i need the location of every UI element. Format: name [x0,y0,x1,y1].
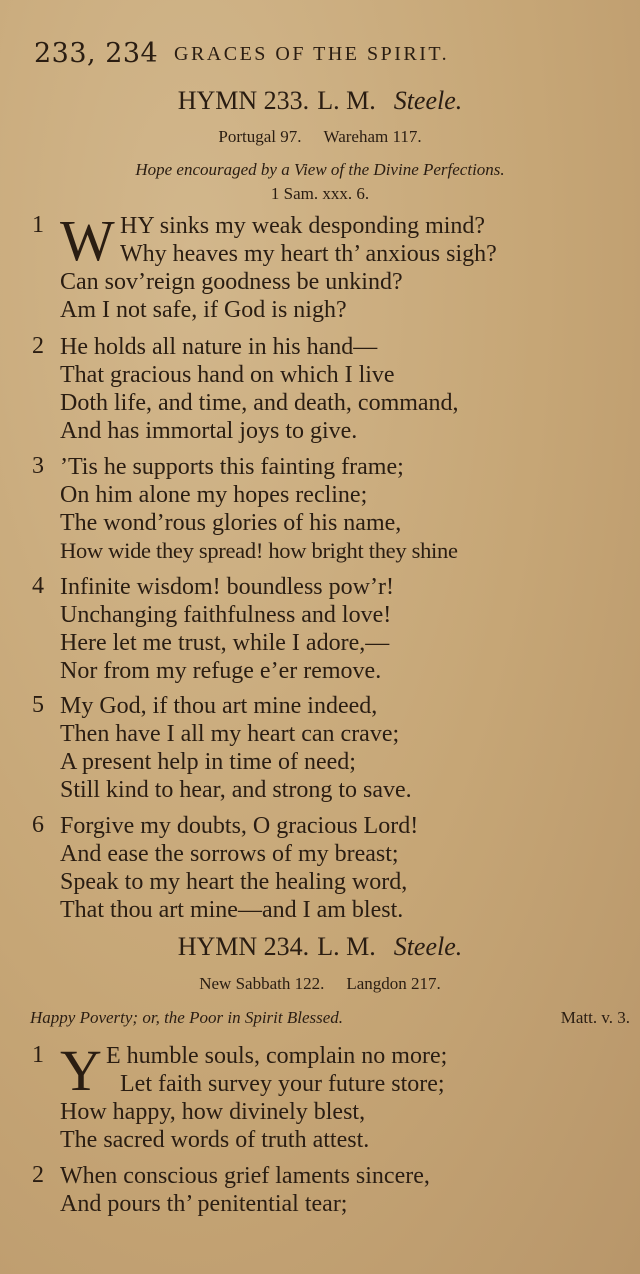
verse-line: My God, if thou art mine indeed, [60,693,378,719]
verse-line: On him alone my hopes recline; [60,482,368,508]
verse-line: And ease the sorrows of my breast; [60,841,399,867]
verse-line: Here let me trust, while I adore,— [60,630,390,656]
verse-line: Doth life, and time, and death, command, [60,390,459,416]
tune-name: New Sabbath 122. [199,974,325,993]
stanza-number: 1 [32,1042,44,1068]
verse-line: Why heaves my heart th’ anxious sigh? [120,241,497,267]
hymn-author: Steele. [393,932,463,961]
stanza-number: 2 [32,1162,44,1188]
stanza-number: 5 [32,692,44,718]
hymn-number: HYMN 233. [177,86,310,115]
verse-line: HY sinks my weak desponding mind? [120,213,486,239]
verse-line: A present help in time of need; [60,749,356,775]
hymn-233-scripture: 1 Sam. xxx. 6. [270,184,370,203]
verse-line: E humble souls, complain no more; [106,1043,448,1069]
verse-line: Infinite wisdom! boundless pow’r! [60,574,394,600]
hymn-233-tunes [0,127,640,147]
hymn-233-title [0,86,640,116]
verse-line: Unchanging faithfulness and love! [60,602,392,628]
verse-line: Let faith survey your future store; [120,1071,445,1097]
tune-name: Wareham 117. [323,127,422,146]
stanza-number: 1 [32,212,44,238]
tune-name: Langdon 217. [346,974,441,993]
hymn-233-subtitle: Hope encouraged by a View of the Divine Perfections. [135,160,505,179]
page-numbers: 233, 234 [34,38,159,69]
verse-line: When conscious grief laments sincere, [60,1163,430,1189]
verse-line: Can sov’reign goodness be unkind? [60,269,403,295]
hymn-author: Steele. [393,86,463,115]
drop-cap: Y [60,1038,102,1103]
hymn-number: HYMN 234. [177,932,310,961]
hymn-234-subtitle-row [30,1008,630,1028]
stanza-number: 2 [32,333,44,359]
verse-line: That gracious hand on which I live [60,362,395,388]
verse-line: Speak to my heart the healing word, [60,869,408,895]
verse-line: He holds all nature in his hand— [60,334,378,360]
verse-line: Forgive my doubts, O gracious Lord! [60,813,419,839]
verse-line: Still kind to hear, and strong to save. [60,777,412,803]
verse-line: How happy, how divinely blest, [60,1099,366,1125]
hymn-234-tunes [0,974,640,994]
drop-cap: W [60,208,115,273]
hymn-meter: L. M. [317,932,376,961]
hymn-234-title [0,932,640,962]
verse-line: That thou art mine—and I am blest. [60,897,404,923]
section-title: GRACES OF THE SPIRIT. [174,43,450,65]
hymn-234-scripture: Matt. v. 3. [560,1008,630,1027]
stanza-number: 4 [32,573,44,599]
tune-name: Portugal 97. [218,127,302,146]
verse-line: Am I not safe, if God is nigh? [60,297,347,323]
stanza-number: 3 [32,453,44,479]
verse-line: The sacred words of truth attest. [60,1127,370,1153]
verse-line: How wide they spread! how bright they shine [60,538,458,563]
running-header [34,38,624,78]
verse-line: ’Tis he supports this fainting frame; [60,454,404,480]
verse-line: And has immortal joys to give. [60,418,358,444]
stanza-number: 6 [32,812,44,838]
verse-line: Nor from my refuge e’er remove. [60,658,382,684]
hymn-234-subtitle: Happy Poverty; or, the Poor in Spirit Blessed. [30,1008,344,1027]
verse-line: Then have I all my heart can crave; [60,721,400,747]
verse-line: The wond’rous glories of his name, [60,510,402,536]
hymn-meter: L. M. [317,86,376,115]
verse-line: And pours th’ penitential tear; [60,1191,348,1217]
